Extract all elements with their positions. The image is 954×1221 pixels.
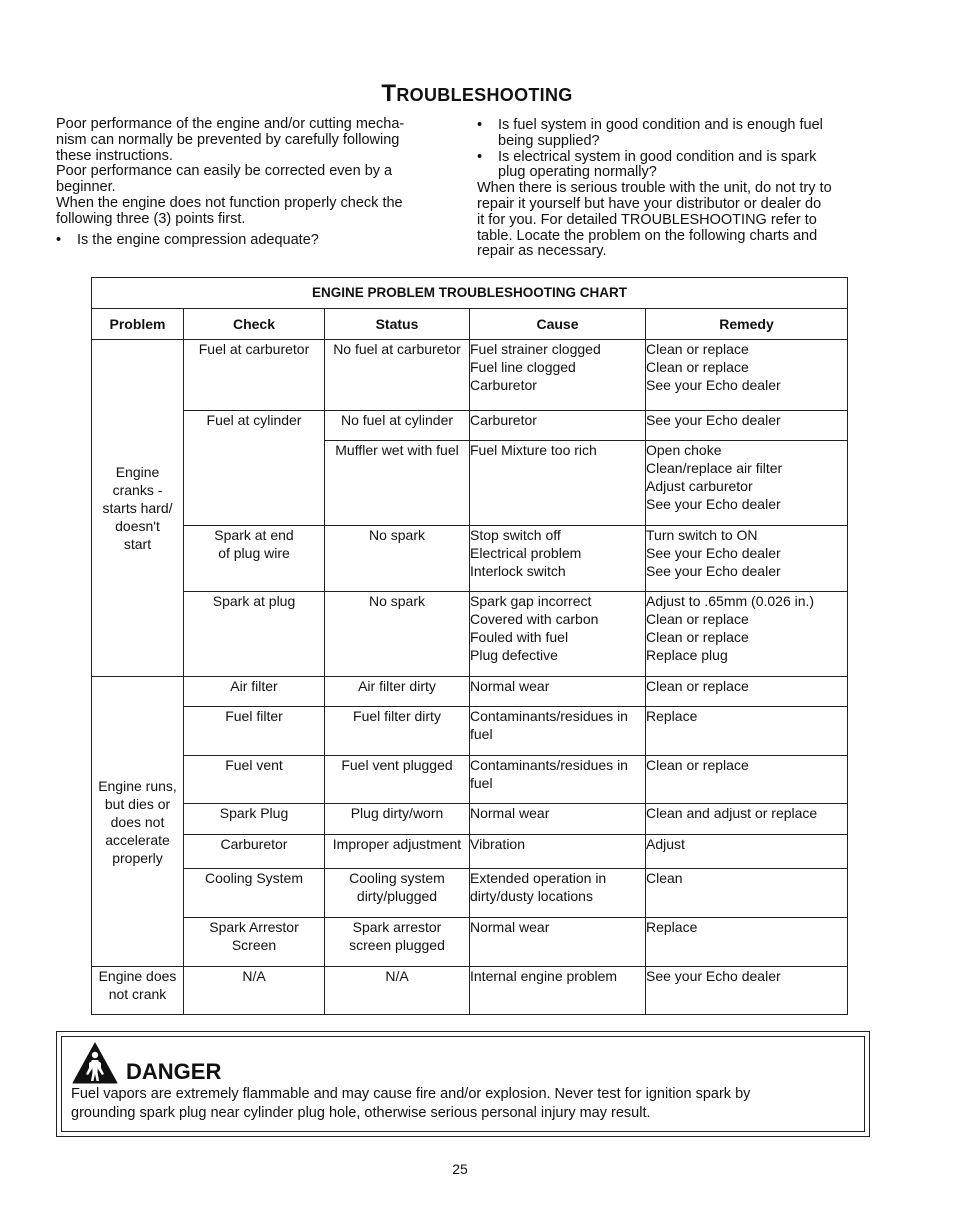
cell-line: Vibration [470, 836, 526, 852]
title-initial: T [381, 80, 397, 107]
cell-line: Fuel at carburetor [198, 341, 310, 357]
check-cell [184, 411, 325, 526]
cell-line: Carburetor [470, 412, 537, 428]
cell-line: No spark [368, 527, 426, 543]
table-row [92, 677, 848, 707]
remedy-cell [646, 677, 848, 707]
cell-line: Clean or replace [646, 678, 749, 694]
status-cell [325, 804, 470, 835]
remedy-cell [646, 869, 848, 918]
table-row [92, 526, 848, 592]
header-remedy: Remedy [646, 309, 848, 340]
cell-line: Normal wear [470, 805, 550, 821]
page-title [0, 80, 954, 108]
cell-line: See your Echo dealer [646, 496, 781, 512]
remedy-cell [646, 707, 848, 756]
status-cell [325, 707, 470, 756]
intro-paragraph-dealer [477, 181, 867, 260]
remedy-cell [646, 526, 848, 592]
cell-line: Clean or replace [646, 757, 749, 773]
cell-line: Interlock switch [470, 563, 566, 579]
text-line: repair it yourself but have your distributor or dealer do [477, 195, 822, 212]
cell-line: See your Echo dealer [646, 563, 781, 579]
cell-line: See your Echo dealer [646, 412, 781, 428]
text-line: When there is serious trouble with the unit, do not try to [477, 180, 832, 197]
text-line: following three (3) points first. [56, 210, 246, 227]
troubleshooting-chart [91, 277, 848, 1015]
cell-line: dirty/dusty locations [470, 888, 593, 904]
cell-line: Spark Arrestor [209, 919, 299, 935]
cause-cell [470, 677, 646, 707]
cell-line: Internal engine problem [470, 968, 618, 984]
table-row [92, 756, 848, 804]
bullet-electrical-system [477, 150, 867, 182]
problem-cell [92, 677, 184, 967]
cell-line: Replace [646, 919, 698, 935]
cell-line: N/A [242, 968, 266, 984]
status-cell [325, 526, 470, 592]
cell-line: Adjust [646, 836, 685, 852]
cell-line: Carburetor [220, 836, 288, 852]
chart-title: ENGINE PROBLEM TROUBLESHOOTING CHART [92, 278, 848, 309]
table-row [92, 592, 848, 677]
bullet-text: Is electrical system in good condition and is spark [498, 148, 817, 165]
cell-line: Clean and adjust or replace [646, 805, 818, 821]
cell-line: N/A [385, 968, 409, 984]
cell-line: accelerate [105, 831, 170, 848]
danger-box-inner [61, 1036, 865, 1132]
status-cell [325, 918, 470, 967]
remedy-cell [646, 918, 848, 967]
check-cell [184, 835, 325, 869]
cell-line: Fouled with fuel [470, 629, 569, 645]
bullet-dot: • [477, 117, 483, 133]
status-cell [325, 340, 470, 411]
cell-line: Electrical problem [470, 545, 582, 561]
cell-line: Extended operation in [470, 870, 607, 886]
cause-cell [470, 756, 646, 804]
cell-line: Spark at plug [212, 593, 296, 609]
danger-text [71, 1085, 861, 1122]
cause-cell [470, 441, 646, 526]
cell-line: Stop switch off [470, 527, 561, 543]
header-row [92, 309, 848, 340]
remedy-cell [646, 340, 848, 411]
check-cell [184, 756, 325, 804]
cause-cell [470, 526, 646, 592]
text-line: these instructions. [56, 147, 173, 164]
cell-line: No fuel at cylinder [340, 412, 454, 428]
remedy-cell [646, 592, 848, 677]
table-row [92, 967, 848, 1015]
table-row [92, 918, 848, 967]
status-cell [325, 835, 470, 869]
cell-line: Fuel at cylinder [206, 412, 302, 428]
check-cell [184, 804, 325, 835]
page-number: 25 [452, 1161, 468, 1177]
bullet-text: Is fuel system in good condition and is enough fuel [498, 117, 823, 133]
cause-cell [470, 835, 646, 869]
table-row [92, 835, 848, 869]
cell-line: Clean/replace air filter [646, 460, 783, 476]
cell-line: does not [110, 813, 165, 830]
cell-line: No spark [368, 593, 426, 609]
cell-line: Cooling System [204, 870, 304, 886]
header-problem: Problem [92, 309, 184, 340]
cell-line: Cooling system [349, 870, 445, 886]
remedy-cell [646, 967, 848, 1015]
cell-line: screen plugged [349, 937, 445, 953]
cell-line: See your Echo dealer [646, 545, 781, 561]
cell-line: Muffler wet with fuel [335, 442, 459, 458]
remedy-cell [646, 411, 848, 441]
cause-cell [470, 918, 646, 967]
cause-cell [470, 411, 646, 441]
cell-line: Plug defective [470, 647, 558, 663]
header-cause: Cause [470, 309, 646, 340]
cell-line: Clean or replace [646, 359, 749, 375]
cell-line: Engine does [98, 968, 177, 984]
cell-line: fuel [470, 775, 493, 791]
cell-line: Air filter dirty [358, 678, 436, 694]
bullet-dot: • [477, 148, 483, 165]
problem-cell [92, 340, 184, 677]
check-cell [184, 592, 325, 677]
cell-line: fuel [470, 726, 493, 742]
text-line: Poor performance can easily be corrected even by a [56, 163, 393, 180]
check-cell [184, 967, 325, 1015]
check-cell [184, 707, 325, 756]
title-rest: ROUBLESHOOTING [396, 85, 573, 105]
remedy-cell [646, 441, 848, 526]
cell-line: Spark arrestor [352, 919, 442, 935]
cell-line: Plug dirty/worn [350, 805, 444, 821]
cell-line: Fuel line clogged [470, 359, 576, 375]
cell-line: Normal wear [470, 919, 550, 935]
cell-line: Engine runs, [98, 777, 177, 794]
cell-line: Clean or replace [646, 611, 749, 627]
problem-cell [92, 967, 184, 1015]
bullet-text: plug operating normally? [498, 164, 657, 181]
cell-line: Adjust carburetor [646, 478, 753, 494]
cause-cell [470, 707, 646, 756]
bullet-text: being supplied? [498, 132, 600, 149]
table-row [92, 869, 848, 918]
status-cell [325, 869, 470, 918]
cell-line: Replace plug [646, 647, 728, 663]
table-row [92, 804, 848, 835]
check-cell [184, 869, 325, 918]
cell-line: not crank [108, 986, 167, 1002]
cause-cell [470, 804, 646, 835]
intro-paragraph-1 [56, 117, 446, 164]
danger-box [56, 1031, 870, 1137]
text-line: Poor performance of the engine and/or cutting mecha- [56, 116, 405, 132]
cause-cell [470, 592, 646, 677]
cell-line: starts hard/ [102, 500, 173, 516]
bullet-fuel-system [477, 118, 867, 150]
cell-line: Covered with carbon [470, 611, 599, 627]
cell-line: cranks - [112, 482, 163, 498]
cell-line: properly [112, 849, 163, 866]
cell-line: See your Echo dealer [646, 377, 781, 393]
text-line: repair as necessary. [477, 243, 607, 260]
table-row [92, 411, 848, 441]
cell-line: Fuel strainer clogged [470, 341, 601, 357]
cell-line: Clean or replace [646, 341, 749, 357]
cell-line: See your Echo dealer [646, 968, 781, 984]
bullet-dot: • [56, 231, 62, 248]
text-line: When the engine does not function properly check the [56, 194, 403, 211]
check-cell [184, 340, 325, 411]
cell-line: Contaminants/residues in [470, 708, 628, 724]
remedy-cell [646, 804, 848, 835]
cell-line: Screen [231, 937, 277, 953]
cell-line: Clean [646, 870, 683, 886]
status-cell [325, 967, 470, 1015]
cause-cell [470, 967, 646, 1015]
table-row [92, 340, 848, 411]
check-cell [184, 918, 325, 967]
header-status: Status [325, 309, 470, 340]
bullet-compression [56, 233, 446, 249]
warning-triangle-icon [72, 1042, 118, 1084]
remedy-cell [646, 756, 848, 804]
cell-line: Normal wear [470, 678, 550, 694]
text-line: Fuel vapors are extremely flammable and may cause fire and/or explosion. Never test for ignition spark by [71, 1086, 751, 1102]
cell-line: of plug wire [218, 545, 290, 561]
cause-cell [470, 340, 646, 411]
status-cell [325, 677, 470, 707]
intro-right-column [477, 118, 867, 260]
cell-line: Open choke [646, 442, 722, 458]
cell-line: Replace [646, 708, 698, 724]
cell-line: Spark gap incorrect [470, 593, 592, 609]
text-line: grounding spark plug near cylinder plug hole, otherwise serious personal injury may result. [71, 1104, 651, 1121]
cell-line: Clean or replace [646, 629, 749, 645]
status-cell [325, 756, 470, 804]
text-line: table. Locate the problem on the following charts and [477, 227, 818, 244]
text-line: beginner. [56, 179, 116, 196]
cell-line: Fuel vent [225, 757, 283, 773]
cell-line: Fuel Mixture too rich [470, 442, 597, 458]
cell-line: Spark at end [214, 527, 294, 543]
cell-line: Spark Plug [219, 805, 289, 821]
text-line: it for you. For detailed TROUBLESHOOTING refer to [477, 211, 817, 228]
intro-left-column [56, 117, 446, 248]
cell-line: Fuel filter dirty [353, 708, 441, 724]
cell-line: but dies or [104, 795, 171, 812]
cell-line: Engine [115, 464, 160, 480]
cell-line: doesn't [115, 518, 160, 534]
intro-paragraph-3 [56, 196, 446, 228]
cell-line: No fuel at carburetor [333, 341, 461, 357]
cell-line: Carburetor [470, 377, 537, 393]
bullet-text: Is the engine compression adequate? [77, 231, 319, 248]
cell-line: Improper adjustment [332, 836, 462, 852]
table-row [92, 707, 848, 756]
check-cell [184, 677, 325, 707]
remedy-cell [646, 835, 848, 869]
cell-line: dirty/plugged [356, 888, 438, 904]
status-cell [325, 411, 470, 441]
text-line: nism can normally be prevented by carefully following [56, 131, 400, 148]
cell-line: Adjust to .65mm (0.026 in.) [646, 593, 815, 609]
header-check: Check [184, 309, 325, 340]
danger-heading: DANGER [126, 1059, 222, 1084]
cause-cell [470, 869, 646, 918]
cell-line: Fuel filter [225, 708, 283, 724]
cell-line: Air filter [230, 678, 278, 694]
status-cell [325, 592, 470, 677]
intro-paragraph-2 [56, 164, 446, 196]
cell-line: Turn switch to ON [646, 527, 758, 543]
check-cell [184, 526, 325, 592]
cell-line: Contaminants/residues in [470, 757, 628, 773]
cell-line: Fuel vent plugged [341, 757, 453, 773]
cell-line: start [123, 536, 152, 552]
status-cell [325, 441, 470, 526]
